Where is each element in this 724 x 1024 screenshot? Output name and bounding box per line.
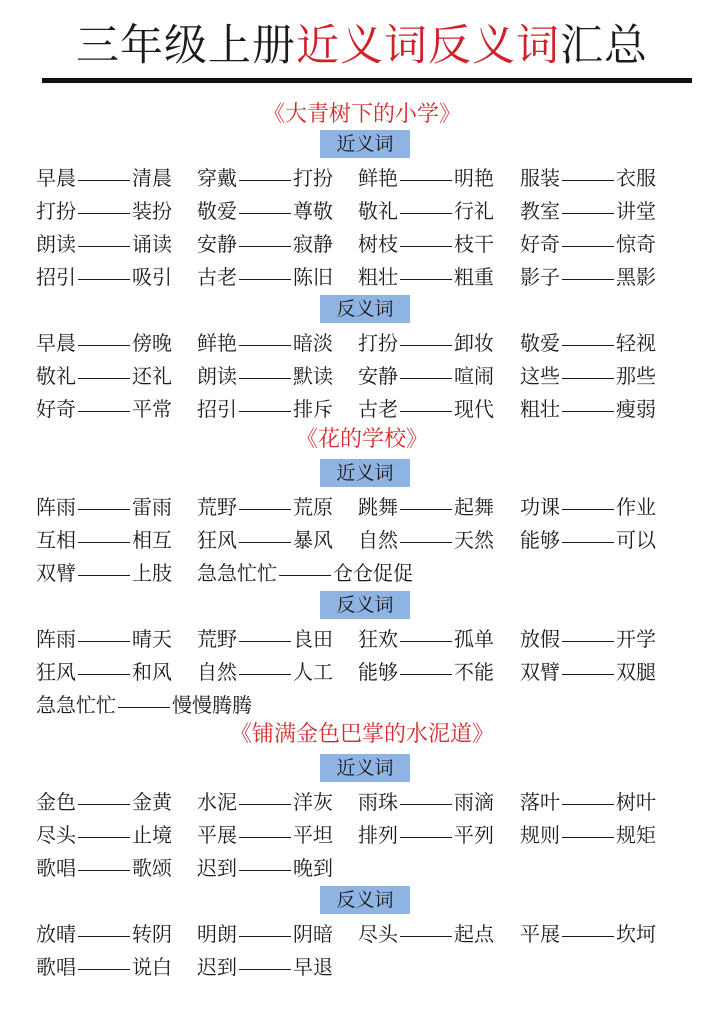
word-pair [36,787,172,817]
word-pair [358,657,494,687]
word-right: 坎坷 [616,922,656,946]
word-left: 迟到 [197,856,237,880]
word-right: 晴天 [132,627,172,651]
word-right: 诵读 [132,232,172,256]
word-right: 明艳 [454,166,494,190]
word-pair [520,262,656,292]
word-pair [197,952,333,982]
word-pair [358,525,494,555]
word-right: 平常 [132,397,172,421]
dash-separator [400,180,452,181]
word-pair [197,196,333,226]
dash-separator [78,246,130,247]
word-right: 上肢 [132,561,172,585]
word-pair [197,163,333,193]
antonyms-label: 反义词 [320,886,410,914]
word-right: 平坦 [293,823,333,847]
lesson-title: 《铺满金色巴掌的水泥道》 [229,722,494,747]
word-left: 穿戴 [197,166,237,190]
synonyms-label: 近义词 [320,459,410,487]
word-left: 功课 [520,495,560,519]
word-right: 起舞 [454,495,494,519]
dash-separator [78,936,130,937]
dash-separator [562,213,614,214]
word-right: 起点 [454,922,494,946]
dash-separator [239,279,291,280]
word-right: 天然 [454,528,494,552]
dash-separator [239,411,291,412]
dash-separator [400,804,452,805]
word-left: 服装 [520,166,560,190]
word-pair [520,196,656,226]
page-title [0,18,724,74]
word-left: 粗壮 [358,265,398,289]
word-left: 朗读 [36,232,76,256]
word-right: 寂静 [293,232,333,256]
dash-separator [78,542,130,543]
word-pair [197,328,333,358]
word-left: 急急忙忙 [197,561,277,585]
word-pair [358,919,494,949]
word-right: 人工 [293,660,333,684]
dash-separator [400,641,452,642]
dash-separator [78,411,130,412]
word-pair [36,492,172,522]
word-right: 雷雨 [132,495,172,519]
word-left: 平展 [197,823,237,847]
dash-separator [400,509,452,510]
word-pair [197,229,333,259]
word-pair [36,163,172,193]
word-left: 放晴 [36,922,76,946]
dash-separator [239,641,291,642]
word-pair [520,657,656,687]
word-pair [36,525,172,555]
word-left: 规则 [520,823,560,847]
word-left: 自然 [358,528,398,552]
word-left: 双臂 [520,660,560,684]
word-left: 互相 [36,528,76,552]
word-right: 陈旧 [293,265,333,289]
word-left: 打扮 [36,199,76,223]
dash-separator [562,674,614,675]
word-left: 鲜艳 [197,331,237,355]
dash-separator [78,509,130,510]
dash-separator [400,213,452,214]
word-pair [36,952,172,982]
dash-separator [78,345,130,346]
word-pair [36,558,172,588]
antonyms-label: 反义词 [320,591,410,619]
word-pair [36,690,252,720]
word-left: 双臂 [36,561,76,585]
word-left: 跳舞 [358,495,398,519]
word-left: 水泥 [197,790,237,814]
dash-separator [400,345,452,346]
word-right: 暴风 [293,528,333,552]
dash-separator [562,345,614,346]
word-pair [36,657,172,687]
word-pair [197,820,333,850]
word-pair [520,163,656,193]
word-pair [197,525,333,555]
word-left: 好奇 [36,397,76,421]
word-left: 这些 [520,364,560,388]
word-right: 行礼 [454,199,494,223]
word-right: 暗淡 [293,331,333,355]
dash-separator [400,279,452,280]
word-left: 金色 [36,790,76,814]
dash-separator [239,246,291,247]
word-right: 早退 [293,955,333,979]
word-right: 孤单 [454,627,494,651]
dash-separator [279,575,331,576]
word-right: 止境 [132,823,172,847]
word-right: 歌颂 [132,856,172,880]
word-left: 古老 [197,265,237,289]
word-pair [36,262,172,292]
dash-separator [239,674,291,675]
word-right: 打扮 [293,166,333,190]
word-pair [197,558,413,588]
dash-separator [562,542,614,543]
dash-separator [562,837,614,838]
dash-separator [562,279,614,280]
word-left: 排列 [358,823,398,847]
dash-separator [118,707,170,708]
word-pair [36,820,172,850]
synonyms-label: 近义词 [320,754,410,782]
word-pair [36,919,172,949]
word-right: 仓仓促促 [333,561,413,585]
dash-separator [78,279,130,280]
word-pair [197,787,333,817]
word-pair [520,361,656,391]
word-pair [197,361,333,391]
word-pair [520,820,656,850]
dash-separator [78,804,130,805]
word-left: 敬礼 [36,364,76,388]
word-right: 排斥 [293,397,333,421]
dash-separator [78,641,130,642]
word-pair [197,657,333,687]
word-left: 狂风 [36,660,76,684]
dash-separator [400,674,452,675]
dash-separator [239,804,291,805]
dash-separator [562,411,614,412]
title-part-summary: 汇总 [560,21,648,71]
word-pair [520,328,656,358]
word-right: 相互 [132,528,172,552]
word-pair [358,820,494,850]
word-right: 还礼 [132,364,172,388]
word-pair [36,394,172,424]
word-left: 招引 [36,265,76,289]
word-pair [358,787,494,817]
word-left: 荒野 [197,495,237,519]
word-left: 能够 [520,528,560,552]
word-right: 荒原 [293,495,333,519]
dash-separator [78,837,130,838]
word-left: 能够 [358,660,398,684]
word-left: 打扮 [358,331,398,355]
word-pair [358,229,494,259]
word-pair [520,229,656,259]
word-right: 衣服 [616,166,656,190]
dash-separator [562,378,614,379]
word-right: 洋灰 [293,790,333,814]
word-pair [358,328,494,358]
word-right: 平列 [454,823,494,847]
word-left: 粗壮 [520,397,560,421]
antonyms-label: 反义词 [320,295,410,323]
title-part-grade: 三年级上册 [76,21,296,71]
word-left: 放假 [520,627,560,651]
dash-separator [400,246,452,247]
word-left: 安静 [358,364,398,388]
word-left: 迟到 [197,955,237,979]
word-pair [520,525,656,555]
word-right: 和风 [132,660,172,684]
word-right: 现代 [454,397,494,421]
word-pair [197,262,333,292]
word-left: 敬爱 [520,331,560,355]
word-left: 朗读 [197,364,237,388]
word-pair [197,492,333,522]
word-left: 敬爱 [197,199,237,223]
word-left: 落叶 [520,790,560,814]
dash-separator [400,837,452,838]
word-right: 良田 [293,627,333,651]
dash-separator [78,969,130,970]
word-right: 树叶 [616,790,656,814]
word-pair [197,919,333,949]
word-right: 默读 [293,364,333,388]
word-right: 枝干 [454,232,494,256]
dash-separator [239,870,291,871]
dash-separator [400,378,452,379]
word-pair [520,624,656,654]
word-right: 讲堂 [616,199,656,223]
word-pair [358,624,494,654]
word-right: 傍晚 [132,331,172,355]
title-part-topic: 近义词反义词 [296,21,560,71]
word-left: 尽头 [358,922,398,946]
word-left: 平展 [520,922,560,946]
dash-separator [239,378,291,379]
word-right: 双腿 [616,660,656,684]
word-left: 影子 [520,265,560,289]
word-pair [36,229,172,259]
synonyms-label: 近义词 [320,130,410,158]
word-left: 阵雨 [36,627,76,651]
lesson-title: 《大青树下的小学》 [262,102,461,127]
dash-separator [78,180,130,181]
word-left: 敬礼 [358,199,398,223]
word-left: 雨珠 [358,790,398,814]
word-pair [520,492,656,522]
word-pair [358,196,494,226]
word-right: 可以 [616,528,656,552]
dash-separator [239,180,291,181]
word-left: 好奇 [520,232,560,256]
word-right: 慢慢腾腾 [172,693,252,717]
dash-separator [562,936,614,937]
dash-separator [400,411,452,412]
dash-separator [400,936,452,937]
word-pair [358,163,494,193]
title-divider [42,78,692,83]
word-left: 招引 [197,397,237,421]
word-right: 清晨 [132,166,172,190]
word-left: 荒野 [197,627,237,651]
word-left: 古老 [358,397,398,421]
word-left: 自然 [197,660,237,684]
dash-separator [78,575,130,576]
word-right: 转阴 [132,922,172,946]
word-left: 明朗 [197,922,237,946]
word-left: 树枝 [358,232,398,256]
word-right: 装扮 [132,199,172,223]
word-left: 鲜艳 [358,166,398,190]
word-right: 那些 [616,364,656,388]
word-pair [197,853,333,883]
word-right: 规矩 [616,823,656,847]
word-right: 开学 [616,627,656,651]
word-right: 尊敬 [293,199,333,223]
word-right: 阴暗 [293,922,333,946]
dash-separator [239,345,291,346]
word-right: 惊奇 [616,232,656,256]
word-pair [36,853,172,883]
word-right: 说白 [132,955,172,979]
word-right: 粗重 [454,265,494,289]
dash-separator [78,674,130,675]
lesson-title: 《花的学校》 [295,427,428,452]
word-right: 轻视 [616,331,656,355]
word-left: 教室 [520,199,560,223]
dash-separator [562,509,614,510]
word-right: 瘦弱 [616,397,656,421]
dash-separator [562,246,614,247]
dash-separator [562,804,614,805]
word-right: 黑影 [616,265,656,289]
word-left: 歌唱 [36,856,76,880]
word-pair [520,919,656,949]
word-right: 金黄 [132,790,172,814]
word-left: 阵雨 [36,495,76,519]
word-left: 尽头 [36,823,76,847]
word-pair [358,394,494,424]
dash-separator [239,837,291,838]
word-pair [36,328,172,358]
word-left: 早晨 [36,166,76,190]
word-pair [358,492,494,522]
word-right: 喧闹 [454,364,494,388]
word-right: 卸妆 [454,331,494,355]
dash-separator [562,180,614,181]
word-pair [36,624,172,654]
word-left: 安静 [197,232,237,256]
word-pair [358,262,494,292]
word-pair [197,624,333,654]
word-left: 歌唱 [36,955,76,979]
word-right: 不能 [454,660,494,684]
word-right: 作业 [616,495,656,519]
dash-separator [239,542,291,543]
word-left: 狂欢 [358,627,398,651]
dash-separator [562,641,614,642]
word-pair [358,361,494,391]
word-pair [36,196,172,226]
dash-separator [239,936,291,937]
word-pair [197,394,333,424]
word-left: 狂风 [197,528,237,552]
word-pair [520,394,656,424]
word-right: 雨滴 [454,790,494,814]
word-left: 早晨 [36,331,76,355]
word-pair [520,787,656,817]
word-pair [36,361,172,391]
dash-separator [78,378,130,379]
dash-separator [239,969,291,970]
dash-separator [239,509,291,510]
word-left: 急急忙忙 [36,693,116,717]
dash-separator [239,213,291,214]
dash-separator [78,213,130,214]
dash-separator [78,870,130,871]
dash-separator [400,542,452,543]
word-right: 吸引 [132,265,172,289]
word-right: 晚到 [293,856,333,880]
